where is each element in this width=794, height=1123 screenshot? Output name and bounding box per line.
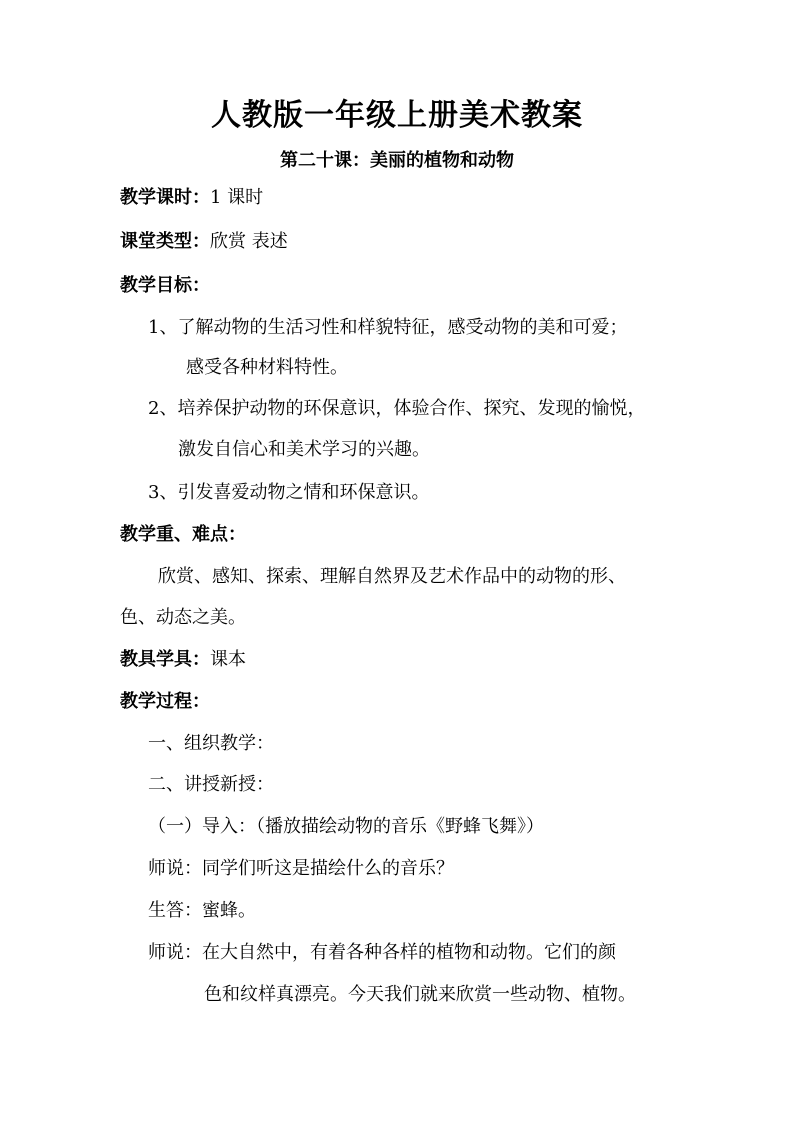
class-type-line [120,228,288,256]
step-2-1-line: （一）导入：（播放描绘动物的音乐《野蜂飞舞》） [148,816,544,837]
teacher-line-1: 师说：同学们听这是描绘什么的音乐？ [148,858,454,879]
goal-1-line-2: 感受各种材料特性。 [186,357,348,378]
goal-1-line-1: 1、了解动物的生活习性和样貌特征，感受动物的美和可爱； [148,317,628,338]
tools-value: 课本 [210,649,246,670]
teacher-line-2b: 色和纹样真漂亮。今天我们就来欣赏一些动物、植物。 [204,984,636,1005]
goal-2-line-1: 2、培养保护动物的环保意识，体验合作、探究、发现的愉悦， [148,398,646,419]
key-points-line-1: 欣赏、感知、探索、理解自然界及艺术作品中的动物的形、 [158,566,626,587]
lesson-hours-label: 教学课时： [120,187,210,208]
step-1-line: 一、组织教学： [148,733,274,754]
step-2-line: 二、讲授新授： [148,774,274,795]
document-title: 人教版一年级上册美术教案 [211,98,583,133]
tools-line [120,646,246,674]
class-type-value: 欣赏 表述 [210,231,288,252]
class-type-label: 课堂类型： [120,231,210,252]
student-line-1: 生答：蜜蜂。 [148,900,256,921]
tools-label: 教具学具： [120,649,210,670]
process-heading: 教学过程： [120,691,210,712]
lesson-hours-value: 1 课时 [210,187,264,208]
key-points-line-2: 色、动态之美。 [120,607,246,628]
lesson-hours-line [120,184,263,212]
goal-2-line-2: 激发自信心和美术学习的兴趣。 [178,439,430,460]
goal-3-line: 3、引发喜爱动物之情和环保意识。 [148,482,430,503]
lesson-subtitle: 第二十课：美丽的植物和动物 [280,150,514,171]
teacher-line-2a: 师说：在大自然中，有着各种各样的植物和动物。它们的颜 [148,942,616,963]
goals-heading: 教学目标： [120,275,210,296]
key-points-heading: 教学重、难点： [120,524,246,545]
